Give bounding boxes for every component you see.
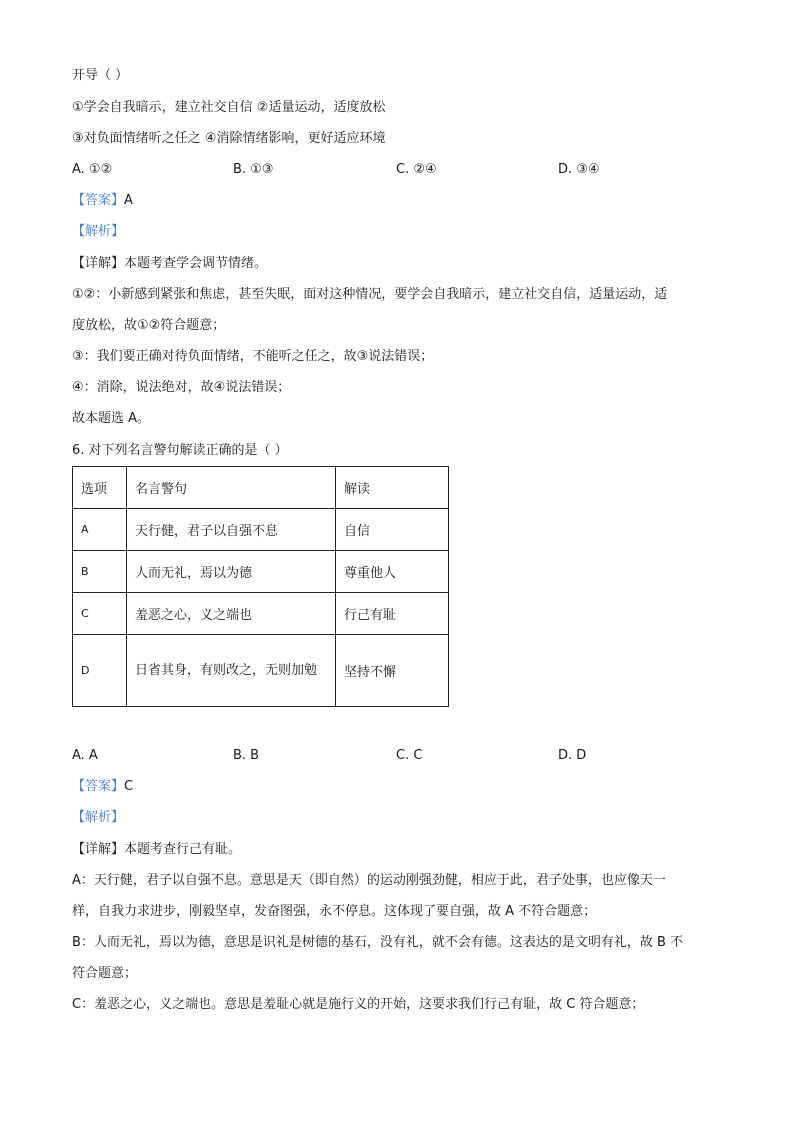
table-cell-interp: 尊重他人 [336, 551, 449, 593]
q5-answer: A [124, 193, 133, 208]
q6-option-b: B. B [233, 748, 260, 763]
q6-analysis-tag [72, 808, 124, 828]
q6-detail-line [72, 840, 241, 860]
table-cell-option: C [73, 593, 127, 635]
q5-detail-tag: 【详解】 [72, 256, 125, 271]
q6-stem: 6. 对下列名言警句解读正确的是（ ） [72, 443, 288, 458]
table-cell-quote: 人而无礼，焉以为德 [127, 551, 336, 593]
q6-answer-line [72, 777, 133, 797]
q5-answer-line [72, 191, 133, 211]
q6-answer-tag: 【答案】 [72, 779, 125, 794]
table-cell-option: A [73, 509, 127, 551]
table-cell-option: D [73, 635, 127, 707]
table-cell-interp: 坚持不懈 [336, 635, 449, 707]
q5-analysis-label: 【解析】 [72, 224, 125, 239]
q6-table [72, 466, 449, 707]
table-cell-option: B [73, 551, 127, 593]
table-cell-interp: 自信 [336, 509, 449, 551]
q6-analysis-label: 【解析】 [72, 810, 125, 825]
table-row [73, 635, 449, 707]
q5-option-a: A. ①② [72, 162, 113, 177]
table-row [73, 509, 449, 551]
table-cell-quote: 日省其身，有则改之，无则加勉 [127, 635, 336, 707]
q5-explain-3: ③：我们要正确对待负面情绪，不能听之任之，故③说法错误； [72, 349, 434, 364]
q6-option-d: D. D [558, 748, 587, 763]
q5-option-d: D. ③④ [558, 162, 600, 177]
table-header-row [73, 467, 449, 509]
q6-explain-3: B：人而无礼，焉以为德，意思是识礼是树德的基石，没有礼，就不会有德。这表达的是文明有礼，故 B 不 [72, 935, 684, 950]
q6-answer: C [124, 779, 134, 794]
q5-option-b: B. ①③ [233, 162, 274, 177]
q5-explain-1: ①②：小新感到紧张和焦虑，甚至失眠，面对这种情况，要学会自我暗示，建立社交自信，适量运动，适 [72, 287, 668, 302]
q5-detail-line [72, 254, 267, 274]
table-header-quote: 名言警句 [127, 467, 336, 509]
q6-explain-2: 样，自我力求进步，刚毅坚卓，发奋图强，永不停息。这体现了要自强，故 A 不符合题意； [72, 904, 597, 919]
q6-explain-1: A：天行健，君子以自强不息。意思是天（即自然）的运动刚强劲健，相应于此，君子处事，也应像天一 [72, 873, 666, 888]
q6-option-a: A. A [72, 748, 98, 763]
q5-explain-5: 故本题选 A。 [72, 411, 151, 426]
q5-explain-2: 度放松，故①②符合题意； [72, 318, 226, 333]
q5-option-c: C. ②④ [396, 162, 437, 177]
q6-option-c: C. C [396, 748, 423, 763]
table-row [73, 593, 449, 635]
q6-explain-5: C：羞恶之心，义之端也。意思是羞耻心就是施行义的开始，这要求我们行己有耻，故 C 符合题意； [72, 997, 645, 1012]
q5-items-line-2: ③对负面情绪听之任之 ④消除情绪影响，更好适应环境 [72, 131, 386, 146]
q6-detail-tag: 【详解】 [72, 842, 125, 857]
q5-answer-tag: 【答案】 [72, 193, 125, 208]
table-header-interp: 解读 [336, 467, 449, 509]
q6-detail-intro: 本题考查行己有耻。 [124, 842, 242, 857]
q5-stem-end: 开导（ ） [72, 68, 129, 83]
table-cell-interp: 行己有耻 [336, 593, 449, 635]
q5-items-line-1: ①学会自我暗示，建立社交自信 ②适量运动，适度放松 [72, 100, 386, 115]
q6-explain-4: 符合题意； [72, 966, 138, 981]
q5-explain-4: ④：消除，说法绝对，故④说法错误； [72, 380, 291, 395]
table-header-option: 选项 [73, 467, 127, 509]
table-cell-quote: 天行健，君子以自强不息 [127, 509, 336, 551]
q5-detail-intro: 本题考查学会调节情绪。 [124, 256, 268, 271]
q5-analysis-tag [72, 222, 124, 242]
table-row [73, 551, 449, 593]
table-cell-quote: 羞恶之心，义之端也 [127, 593, 336, 635]
